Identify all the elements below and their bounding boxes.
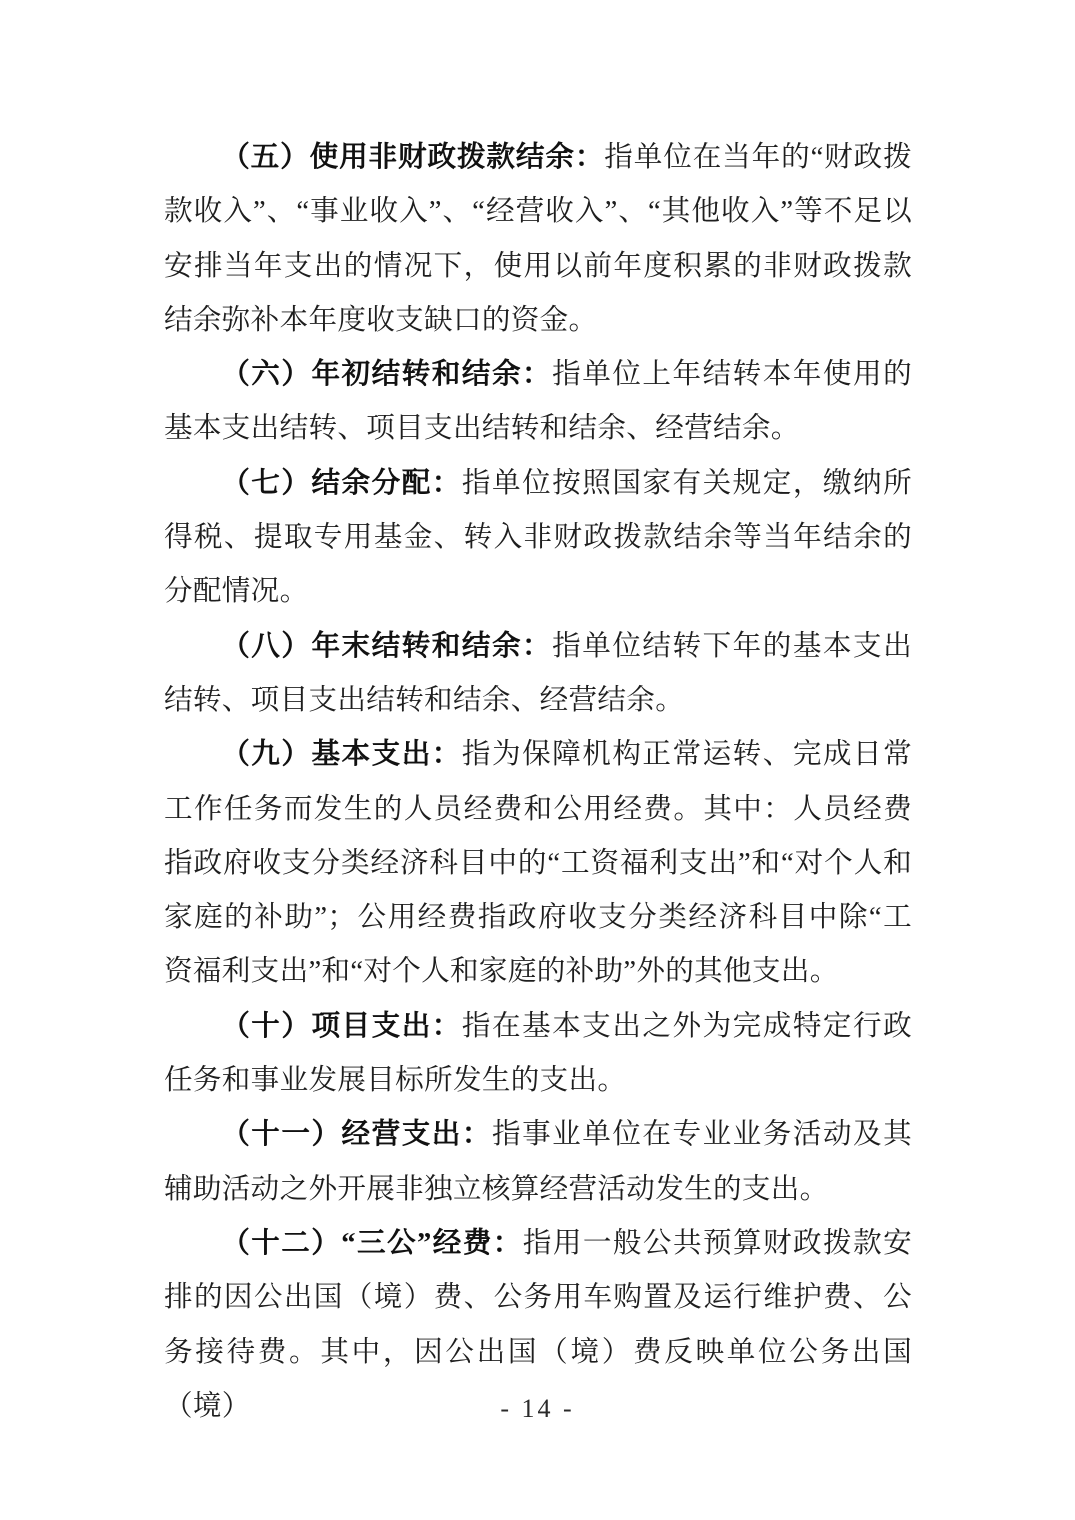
term-definition-11: 指事业单位在专业业务活动及其辅助活动之外开展非独立核算经营活动发生的支出。 (164, 1119, 913, 1205)
term-heading-5: （五）使用非财政拨款结余： (221, 142, 605, 173)
page-footer (0, 1394, 1075, 1424)
term-definition-12: 指用一般公共预算财政拨款安排的因公出国（境）费、公务用车购置及运行维护费、公务接待费。其中，因公出国（境）费反映单位公务出国（境） (164, 1227, 912, 1422)
term-heading-12: （十二）“三公”经费： (221, 1227, 523, 1259)
term-definition-10: 指在基本支出之外为完成特定行政任务和事业发展目标所发生的支出。 (164, 1010, 912, 1097)
term-heading-10: （十）项目支出： (221, 1010, 462, 1042)
term-heading-9: （九）基本支出： (221, 739, 462, 771)
document-body (164, 131, 912, 1434)
definition-paragraph-10 (164, 1000, 912, 1109)
definition-paragraph-7 (164, 457, 912, 620)
term-definition-7: 指单位按照国家有关规定，缴纳所得税、提取专用基金、转入非财政拨款结余等当年结余的分配情况。 (164, 467, 912, 608)
definition-paragraph-5 (164, 131, 912, 348)
definition-paragraph-6 (164, 348, 912, 457)
term-heading-6: （六）年初结转和结余： (221, 359, 553, 391)
term-definition-6: 指单位上年结转本年使用的基本支出结转、项目支出结转和结余、经营结余。 (164, 359, 912, 445)
term-definition-9: 指为保障机构正常运转、完成日常工作任务而发生的人员经费和公用经费。其中：人员经费指政府收支分类经济科目中的“工资福利支出”和“对个人和家庭的补助”；公用经费指政府收支分类经济科目中除“工资福利支出”和“对个人和家庭的补助”外的其他支出。 (164, 739, 912, 988)
term-heading-11: （十一）经营支出： (221, 1119, 492, 1151)
definition-paragraph-9 (164, 728, 912, 999)
definition-paragraph-8 (164, 620, 912, 729)
term-definition-8: 指单位结转下年的基本支出结转、项目支出结转和结余、经营结余。 (164, 630, 912, 716)
definition-paragraph-11 (164, 1108, 912, 1217)
term-heading-7: （七）结余分配： (221, 467, 462, 499)
term-definition-5: 指单位在当年的“财政拨款收入”、“事业收入”、“经营收入”、“其他收入”等不足以安排当年支出的情况下，使用以前年度积累的非财政拨款结余弥补本年度收支缺口的资金。 (164, 142, 912, 336)
term-heading-8: （八）年末结转和结余： (221, 630, 553, 662)
page-number: - 14 - (500, 1394, 575, 1423)
